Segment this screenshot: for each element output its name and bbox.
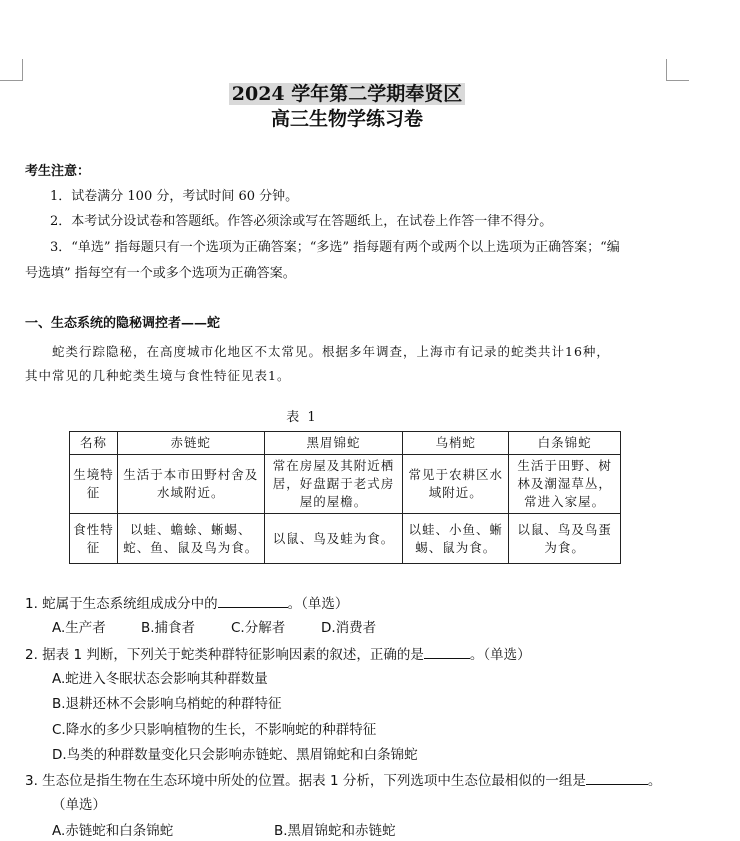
table-row <box>70 514 621 564</box>
table-cell: 常在房屋及其附近栖居，好盘踞于老式房屋的屋檐。 <box>264 455 403 514</box>
table-header-cell: 白条锦蛇 <box>509 432 621 455</box>
exam-title-line2: 高三生物学练习卷 <box>270 108 423 130</box>
notice-item-3: 3．“单选” 指每题只有一个选项为正确答案；“多选” 指每题有两个或两个以上选项为正确答案；“编 <box>50 240 620 255</box>
question-1-stem: 1. 蛇属于生态系统组成成分中的 。（单选） <box>25 593 348 614</box>
table-row <box>70 455 621 514</box>
notice-heading: 考生注意： <box>25 164 91 179</box>
answer-blank <box>218 593 288 608</box>
question-1-option-c: C.分解者 <box>231 620 286 636</box>
table-header-cell: 乌梢蛇 <box>403 432 509 455</box>
question-1-option-a: A.生产者 <box>52 620 106 636</box>
table-header-cell: 名称 <box>70 432 118 455</box>
question-3-option-b: B.黑眉锦蛇和赤链蛇 <box>274 823 396 839</box>
notice-item-1: 1．试卷满分 100 分，考试时间 60 分钟。 <box>50 189 299 204</box>
table-cell: 以蛙、小鱼、蜥蜴、鼠为食。 <box>403 514 509 564</box>
question-2-option-c: C.降水的多少只影响植物的生长，不影响蛇的种群特征 <box>52 722 377 738</box>
table-cell: 生活于田野、树林及潮湿草丛，常进入家屋。 <box>509 455 621 514</box>
question-3-type: （单选） <box>52 797 106 813</box>
section-intro-line2: 其中常见的几种蛇类生境与食性特征见表1。 <box>25 368 291 383</box>
table-caption: 表 1 <box>286 410 318 425</box>
table-row-label: 食性特征 <box>70 514 118 564</box>
crop-mark-right <box>666 59 689 81</box>
crop-mark-left <box>0 59 23 81</box>
question-3-stem: 3. 生态位是指生物在生态环境中所处的位置。据表 1 分析，下列选项中生态位最相似的一组是 。 <box>25 770 661 791</box>
question-1-option-b: B.捕食者 <box>141 620 196 636</box>
table-header-cell: 黑眉锦蛇 <box>264 432 403 455</box>
question-3-option-a: A.赤链蛇和白条锦蛇 <box>52 823 174 839</box>
question-1-option-d: D.消费者 <box>321 620 377 636</box>
table-header-cell: 赤链蛇 <box>117 432 264 455</box>
table-cell: 以蛙、蟾蜍、蜥蜴、蛇、鱼、鼠及鸟为食。 <box>117 514 264 564</box>
question-2-option-a: A.蛇进入冬眠状态会影响其种群数量 <box>52 671 268 687</box>
table-cell: 生活于本市田野村舍及水域附近。 <box>117 455 264 514</box>
table-cell: 以鼠、鸟及鸟蛋为食。 <box>509 514 621 564</box>
exam-title-line1: 2024 学年第二学期奉贤区 <box>0 82 694 106</box>
table-cell: 以鼠、鸟及蛙为食。 <box>264 514 403 564</box>
notice-item-3-continued: 号选填” 指每空有一个或多个选项为正确答案。 <box>25 266 296 281</box>
question-2-option-d: D.鸟类的种群数量变化只会影响赤链蛇、黑眉锦蛇和白条锦蛇 <box>52 747 418 763</box>
notice-item-2: 2．本考试分设试卷和答题纸。作答必须涂或写在答题纸上，在试卷上作答一律不得分。 <box>50 214 553 229</box>
snake-traits-table <box>69 431 621 564</box>
table-cell: 常见于农耕区水域附近。 <box>403 455 509 514</box>
table-header-row <box>70 432 621 455</box>
answer-blank <box>424 644 470 659</box>
section-heading: 一、生态系统的隐秘调控者——蛇 <box>25 316 221 331</box>
question-2-option-b: B.退耕还林不会影响乌梢蛇的种群特征 <box>52 696 282 712</box>
section-intro-line1: 蛇类行踪隐秘，在高度城市化地区不太常见。根据多年调查，上海市有记录的蛇类共计16种， <box>52 344 610 359</box>
answer-blank <box>586 770 648 785</box>
question-2-stem: 2. 据表 1 判断，下列关于蛇类种群特征影响因素的叙述，正确的是 。（单选） <box>25 644 531 665</box>
table-row-label: 生境特征 <box>70 455 118 514</box>
